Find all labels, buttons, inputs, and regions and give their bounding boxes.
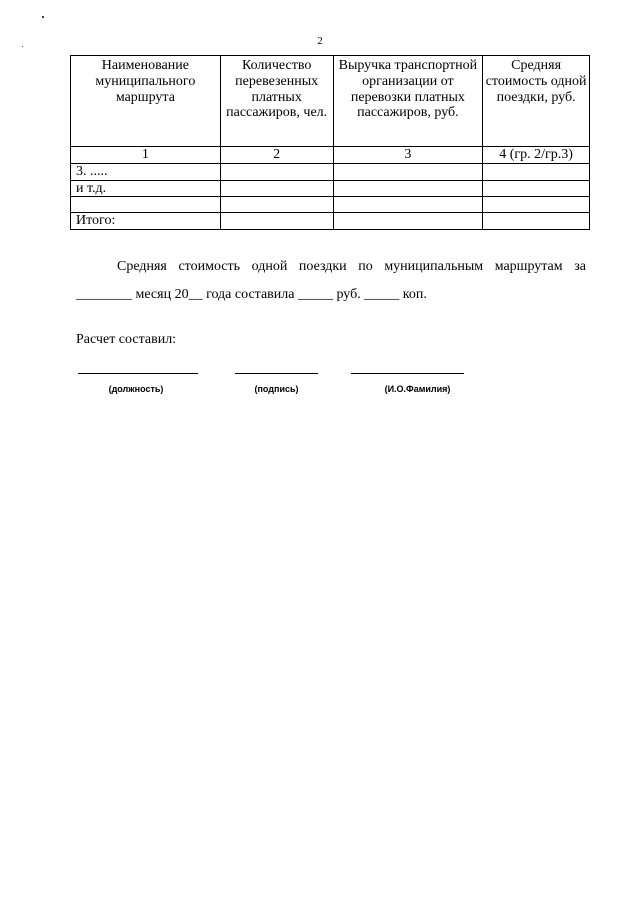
page-number: 2 [317, 35, 323, 47]
table-total-row [71, 213, 590, 230]
header-route-name: Наименование муниципального маршрута [71, 56, 221, 147]
summary-word: по [358, 259, 373, 274]
table-header-row [71, 56, 590, 147]
table-cell [220, 213, 333, 230]
total-label: Итого: [71, 213, 221, 230]
column-number: 2 [220, 147, 333, 164]
composed-by-label: Расчет составил: [76, 332, 177, 347]
column-number-row [71, 147, 590, 164]
summary-paragraph [76, 253, 586, 309]
table-cell [71, 197, 221, 213]
summary-word: Средняя [117, 259, 167, 274]
signature-line [235, 373, 318, 374]
table-cell [483, 180, 590, 197]
scan-speck [42, 16, 44, 18]
header-revenue: Выручка транспортной организации от перевозки платных пассажиров, руб. [333, 56, 483, 147]
summary-line-2: ________ месяц 20__ года составила _____ руб. _____ коп. [76, 287, 427, 302]
summary-word: муниципальным [384, 259, 484, 274]
table-cell: 3. ..... [71, 163, 221, 180]
position-signature-line [78, 373, 198, 374]
summary-word: за [574, 259, 586, 274]
summary-line-1 [76, 253, 586, 281]
table-cell [220, 180, 333, 197]
table-cell [333, 213, 483, 230]
full-name-signature-line [351, 373, 464, 374]
column-number: 3 [333, 147, 483, 164]
table-cell [220, 197, 333, 213]
column-number: 4 (гр. 2/гр.3) [483, 147, 590, 164]
table-cell [333, 163, 483, 180]
table-cell: и т.д. [71, 180, 221, 197]
summary-word: маршрутам [494, 259, 563, 274]
column-number: 1 [71, 147, 221, 164]
summary-word: одной [251, 259, 288, 274]
table-cell [483, 213, 590, 230]
summary-word: поездки [298, 259, 347, 274]
report-table [70, 55, 590, 230]
header-passenger-count: Количество перевезенных платных пассажиров, чел. [220, 56, 333, 147]
table-cell [220, 163, 333, 180]
full-name-label: (И.О.Фамилия) [384, 384, 451, 394]
table-cell [333, 180, 483, 197]
table-cell [333, 197, 483, 213]
table-cell [483, 197, 590, 213]
signature-label: (подпись) [254, 384, 299, 394]
header-average-cost: Средняя стоимость одной поездки, руб. [483, 56, 590, 147]
table-row [71, 197, 590, 213]
table-cell [483, 163, 590, 180]
position-label: (должность) [108, 384, 164, 394]
summary-word: стоимость [178, 259, 241, 274]
table-row [71, 180, 590, 197]
table-row [71, 163, 590, 180]
